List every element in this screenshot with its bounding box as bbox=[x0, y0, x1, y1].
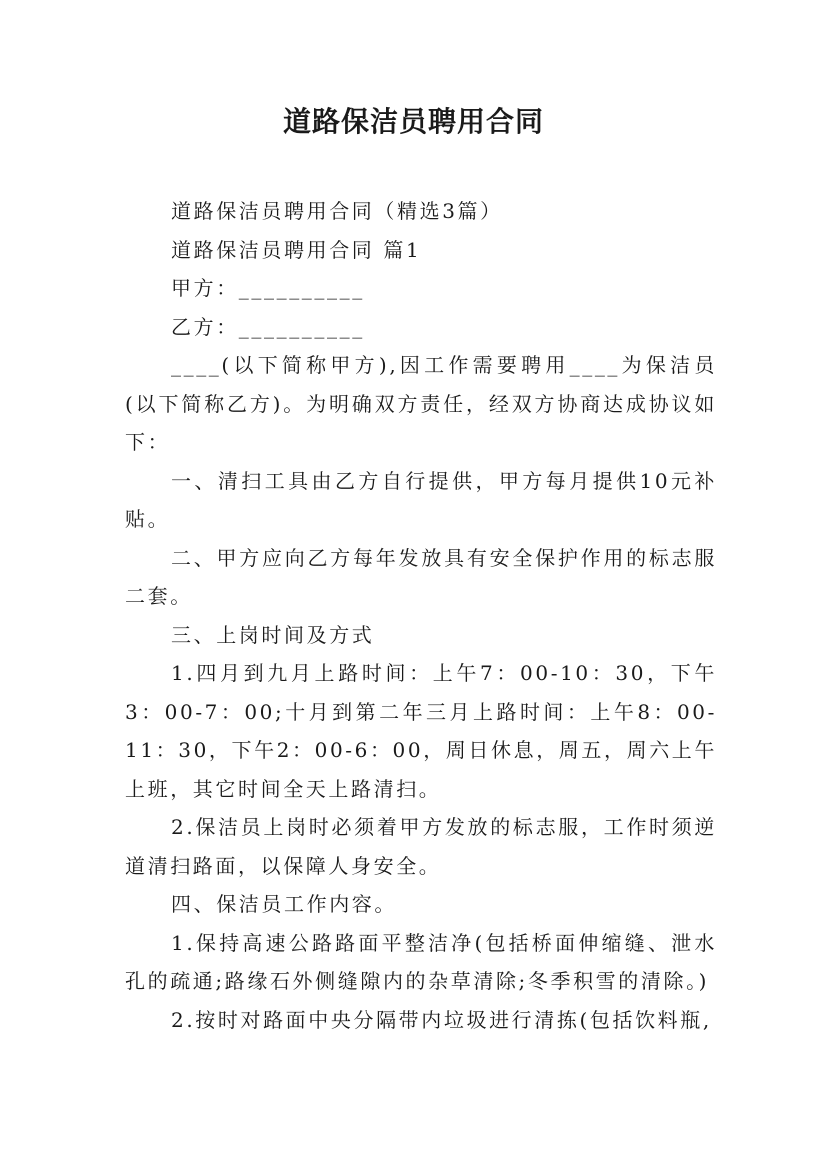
paragraph-clause-4-item-2: 2.按时对路面中央分隔带内垃圾进行清拣(包括饮料瓶, bbox=[171, 1007, 712, 1032]
paragraph-part-heading: 道路保洁员聘用合同 篇1 bbox=[171, 237, 422, 262]
paragraph-clause-4-heading: 四、保洁员工作内容。 bbox=[171, 892, 397, 916]
paragraph-clause-2: 二、甲方应向乙方每年发放具有安全保护作用的标志服二套。 bbox=[125, 545, 717, 608]
paragraph-clause-4-item-1: 1.保持高速公路路面平整洁净(包括桥面伸缩缝、泄水孔的疏通;路缘石外侧缝隙内的杂草清除;冬季积雪的清除。) bbox=[125, 930, 717, 993]
paragraph-clause-3-item-1: 1.四月到九月上路时间：上午7：00-10：30，下午3：00-7：00;十月到第二年三月上路时间：上午8：00-11：30，下午2：00-6：00，周日休息，周五，周六上午上班，其它时间全天上路清扫。 bbox=[125, 661, 718, 801]
paragraph-clause-3-heading: 三、上岗时间及方式 bbox=[171, 622, 375, 647]
paragraph-clause-1: 一、清扫工具由乙方自行提供，甲方每月提供10元补贴。 bbox=[125, 468, 717, 531]
paragraph-clause-3-item-2: 2.保洁员上岗时必须着甲方发放的标志服，工作时须逆道清扫路面，以保障人身安全。 bbox=[125, 815, 717, 878]
paragraph-preamble: ____(以下简称甲方),因工作需要聘用____为保洁员(以下简称乙方)。为明确双方责任，经双方协商达成协议如下： bbox=[125, 353, 717, 454]
document-title: 道路保洁员聘用合同 bbox=[282, 105, 544, 138]
paragraph-party-a: 甲方：__________ bbox=[171, 276, 365, 300]
document-body bbox=[125, 192, 717, 1039]
paragraph-party-b: 乙方：__________ bbox=[171, 314, 365, 339]
paragraph-subtitle: 道路保洁员聘用合同（精选3篇） bbox=[171, 199, 503, 223]
